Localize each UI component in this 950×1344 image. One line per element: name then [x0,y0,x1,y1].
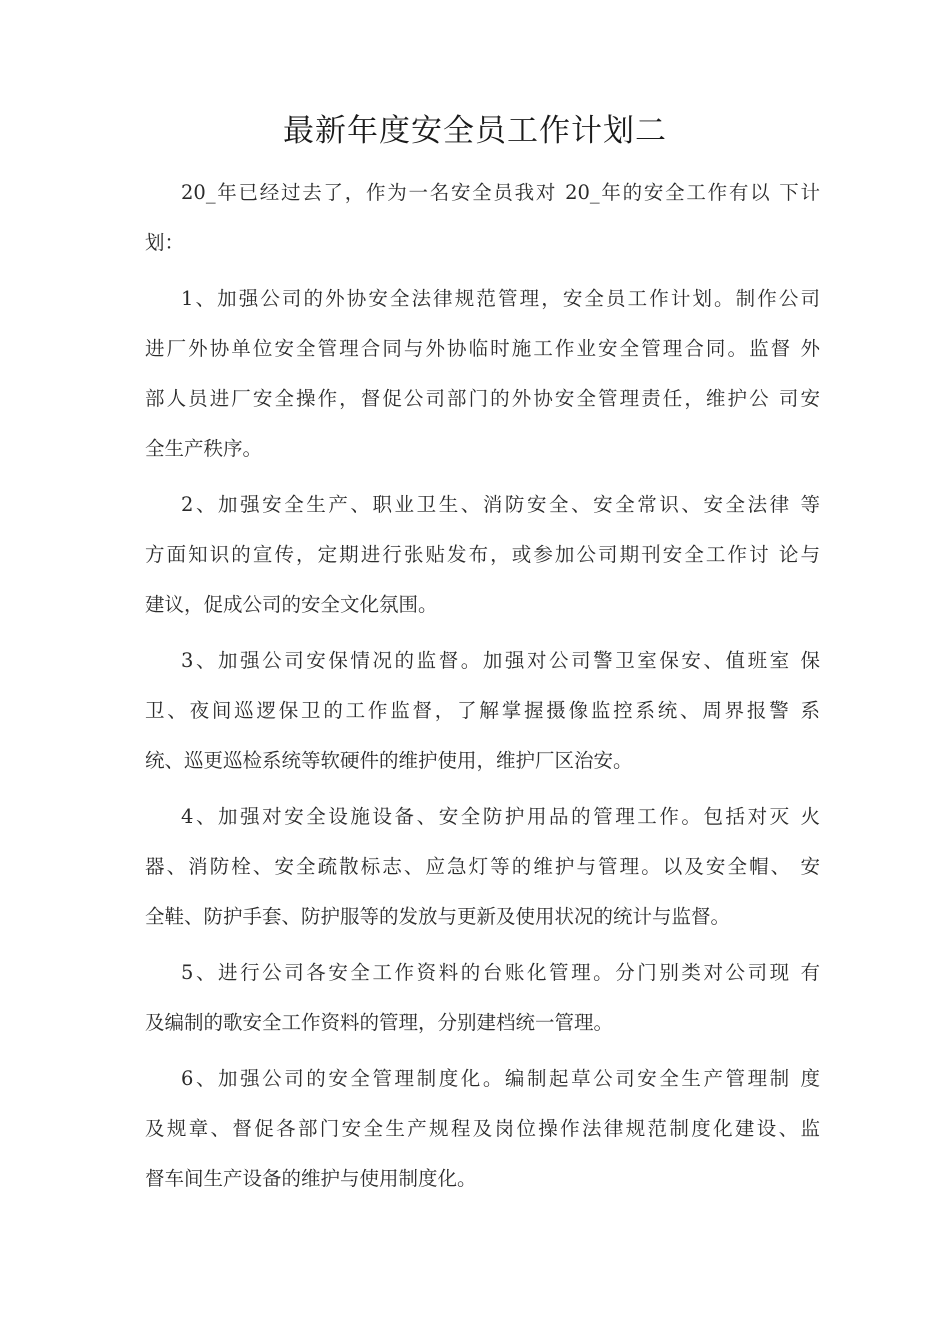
paragraph-line: 及规章、督促各部门安全生产规程及岗位操作法律规范制度化建设、监 [145,1117,820,1140]
paragraph-line: 划： [145,231,185,254]
paragraph-item-1 [145,274,820,474]
paragraph-line: 20_年已经过去了，作为一名安全员我对 20_年的安全工作有以 下计 [181,181,820,204]
paragraph-line: 全生产秩序。 [145,437,263,460]
paragraph-line: 进厂外协单位安全管理合同与外协临时施工作业安全管理合同。监督 外 [145,337,820,360]
paragraph-item-2 [145,480,820,630]
paragraph-line: 建议，促成公司的安全文化氛围。 [145,593,438,616]
document-body [145,168,820,1210]
paragraph-line: 卫、夜间巡逻保卫的工作监督，了解掌握摄像监控系统、周界报警 系 [145,699,820,722]
paragraph-line: 方面知识的宣传，定期进行张贴发布，或参加公司期刊安全工作讨 论与 [145,543,820,566]
paragraph-line: 5、进行公司各安全工作资料的台账化管理。分门别类对公司现 有 [181,961,820,984]
paragraph-line: 全鞋、防护手套、防护服等的发放与更新及使用状况的统计与监督。 [145,905,731,928]
paragraph-line: 2、加强安全生产、职业卫生、消防安全、安全常识、安全法律 等 [181,493,820,516]
paragraph-item-6 [145,1054,820,1204]
paragraph-line: 器、消防栓、安全疏散标志、应急灯等的维护与管理。以及安全帽、 安 [145,855,820,878]
paragraph-line: 督车间生产设备的维护与使用制度化。 [145,1167,477,1190]
document-title: 最新年度安全员工作计划二 [283,113,667,149]
paragraph-line: 6、加强公司的安全管理制度化。编制起草公司安全生产管理制 度 [181,1067,820,1090]
paragraph-intro [145,168,820,268]
paragraph-item-3 [145,636,820,786]
paragraph-line: 统、巡更巡检系统等软硬件的维护使用，维护厂区治安。 [145,749,633,772]
paragraph-line: 1、加强公司的外协安全法律规范管理，安全员工作计划。制作公司 [181,287,820,310]
paragraph-item-5 [145,948,820,1048]
paragraph-line: 4、加强对安全设施设备、安全防护用品的管理工作。包括对灭 火 [181,805,820,828]
paragraph-line: 3、加强公司安保情况的监督。加强对公司警卫室保安、值班室 保 [181,649,820,672]
paragraph-item-4 [145,792,820,942]
paragraph-line: 部人员进厂安全操作，督促公司部门的外协安全管理责任，维护公 司安 [145,387,820,410]
paragraph-line: 及编制的歌安全工作资料的管理，分别建档统一管理。 [145,1011,614,1034]
